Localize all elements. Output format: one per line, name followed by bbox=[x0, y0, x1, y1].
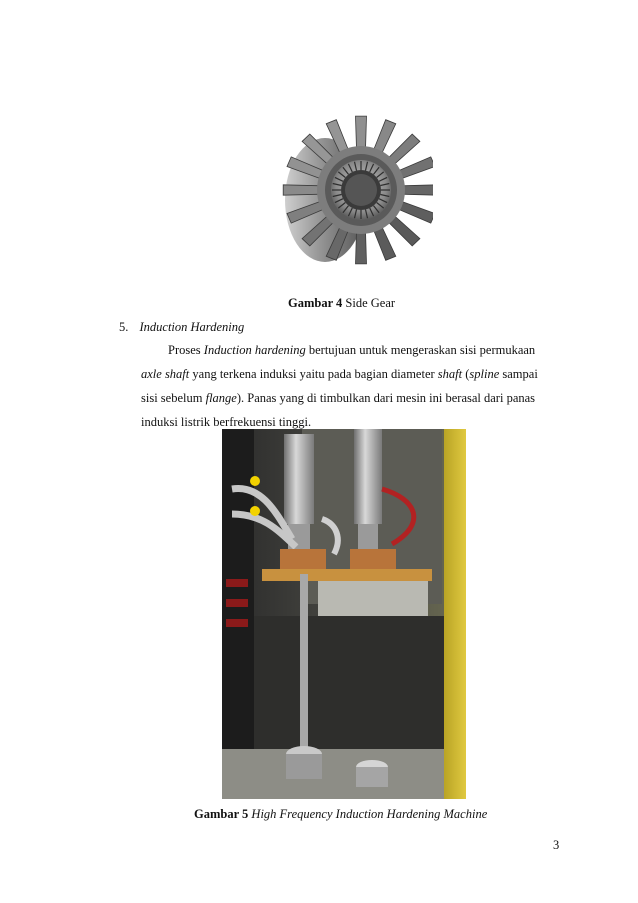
text-run: ). Panas yang di timbulkan dari mesin ini berasal dari panas bbox=[236, 391, 536, 405]
figure-4-caption bbox=[288, 296, 395, 311]
text-run-italic: spline bbox=[469, 367, 500, 381]
paragraph-line-1 bbox=[141, 338, 536, 362]
text-run-italic: axle shaft bbox=[141, 367, 190, 381]
gear-tooth bbox=[283, 185, 321, 195]
text-run-italic: shaft bbox=[437, 367, 463, 381]
induction-machine-drawing bbox=[222, 429, 466, 799]
side-gear-drawing bbox=[263, 108, 433, 288]
text-run: ( bbox=[462, 367, 470, 381]
text-run: bertujuan untuk mengeraskan sisi permukaan bbox=[305, 343, 536, 357]
text-run-italic: flange bbox=[205, 391, 237, 405]
page-number: 3 bbox=[553, 838, 560, 852]
text-run: sisi sebelum bbox=[141, 391, 206, 405]
text-run: sampai bbox=[499, 367, 538, 381]
text-run-italic: Induction hardening bbox=[203, 343, 306, 357]
body-paragraph bbox=[141, 338, 538, 434]
paragraph-line-2 bbox=[141, 362, 538, 386]
text-run: yang terkena induksi yaitu pada bagian diameter bbox=[189, 367, 438, 381]
text-run: induksi listrik berfrekuensi tinggi. bbox=[141, 415, 312, 429]
section-number: 5. bbox=[119, 320, 129, 334]
section-title: Induction Hardening bbox=[139, 320, 245, 334]
figure-5-title: High Frequency Induction Hardening Machine bbox=[251, 807, 488, 821]
figure-4-label: Gambar 4 bbox=[288, 296, 343, 310]
text-run: Proses bbox=[168, 343, 204, 357]
paragraph-line-3 bbox=[141, 386, 536, 410]
figure-4-title: Side Gear bbox=[345, 296, 396, 310]
gear-tooth bbox=[401, 185, 433, 195]
section-heading bbox=[119, 320, 244, 335]
figure-5-caption bbox=[194, 807, 487, 822]
side-gear-image bbox=[263, 108, 433, 288]
figure-5-label: Gambar 5 bbox=[194, 807, 249, 821]
induction-machine-photo bbox=[222, 429, 466, 799]
